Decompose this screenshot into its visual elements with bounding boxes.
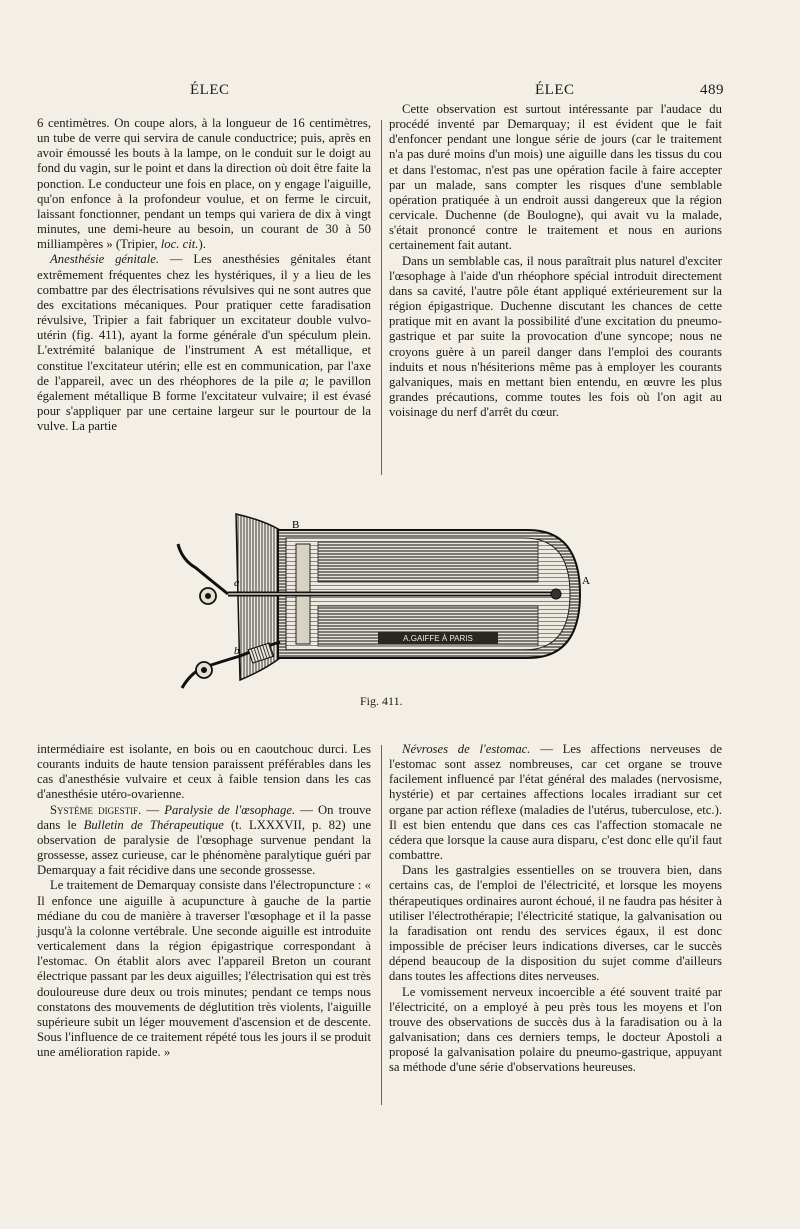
label-b-upper: B	[292, 519, 300, 531]
paragraph: Dans un semblable cas, il nous paraîtrait plus naturel d'exciter l'œsophage à l'aide d'un rhéophore spécial introduit directement dans sa cavité, l'autre pôle étant appliqué extérieurement sur la région épigastrique. Duchenne discutant les chances de cette pratique mit en avant la possibilité d'une excitation du pneumo-gastrique et par suite la provocation d'une syncope; nous ne croyons guère à un pareil danger dans l'emploi des courants induits et nous n'hésiterions même pas à employer les courants galvaniques, mais en mettant bien entendu, en œuvre les plus grandes précautions, comme toutes les fois où l'on agit au voisinage du nerf d'arrêt du cœur.	[389, 253, 722, 420]
paragraph: Système digestif. — Paralysie de l'œsophage. — On trouve dans le Bulletin de Thérapeutique (t. LXXXVII, p. 82) une observation de paralysie de l'œsophage survenue pendant la grossesse, assez curieuse, car le phénomène paralytique guéri par Demarquay a fait récidive dans une seconde grossesse.	[37, 802, 372, 878]
rheophore-wire-a	[178, 544, 228, 594]
paragraph: intermédiaire est isolante, en bois ou en caoutchouc durci. Les courants induits de haute tension paraissent préférables dans les cas d'anesthésie vulvaire et ceux à faible tension dans les cas d'anesthésie utéro-ovarienne.	[37, 742, 371, 802]
engraving-maker-text: A.GAIFFE À PARIS	[403, 634, 473, 643]
label-a-upper: A	[582, 575, 590, 587]
column-right-bottom	[389, 742, 722, 1075]
section-heading: Système digestif.	[50, 802, 142, 817]
header-left: ÉLEC	[190, 82, 230, 98]
section-title: Névroses de l'estomac.	[402, 742, 531, 756]
column-left-top	[37, 116, 371, 434]
paragraph: Le traitement de Demarquay consiste dans l'électropuncture : « Il enfonce une aiguille à acupuncture à gauche de la partie médiane du cou de manière à traverser l'œsophage et il la passe jusqu'à la colonne vertébrale. Une seconde aiguille est introduite verticalement dans la région épigastrique correspondant à l'estomac. On établit alors avec l'appareil Breton un courant électrique passant par les deux aiguilles; l'électrisation qui est très douloureuse dure deux ou trois minutes; pendant ce temps nous constatons des mouvements de déglutition très violents, l'aiguille supérieure subit un léger mouvement d'ascension et de descente. Sous l'influence de ce traitement répété tous les jours il se produit une amélioration rapide. »	[37, 878, 371, 1060]
speculum-illustration	[168, 508, 598, 696]
section-title: Paralysie de l'œsophage.	[164, 802, 296, 817]
section-title: Anesthésie génitale.	[50, 252, 160, 267]
column-right-top	[389, 102, 722, 420]
column-left-bottom	[37, 742, 371, 1060]
column-divider-top	[381, 120, 382, 475]
figure-speculum-engraving	[168, 508, 598, 696]
paragraph: Dans les gastralgies essentielles on se trouvera bien, dans certains cas, de l'emploi de l'électricité, et lorsque les moyens thérapeutiques ordinaires auront échoué, il ne faudra pas hésiter à utiliser l'électrothérapie; l'électricité statique, la galvanisation ou la faradisation ont rendu des services égaux, il est donc impossible de préciser leurs indications diverses, car le succès dépend beaucoup de la disposition du sujet comme d'ailleurs dans toutes les affections dites nerveuses.	[389, 863, 722, 984]
paragraph: Névroses de l'estomac. — Les affections nerveuses de l'estomac sont assez nombreuses, car cet organe se trouve facilement influencé par l'état général des malades (nervosisme, hystérie) et par certaines affections locales irradiant sur cet organe par action réflexe (maladies de l'utérus, tuberculose, etc.). Il est bien entendu que dans ces cas l'affection stomacale ne cédera que lorsque la cause aura disparu, c'est donc elle qu'il faut combattre.	[389, 742, 722, 863]
paragraph: Anesthésie génitale. — Les anesthésies génitales étant extrêmement fréquentes chez les hystériques, il y a lieu de les combattre par des électrisations révulsives qui ne sont autres que des excitations mécaniques. Pour pratiquer cette faradisation révulsive, Tripier a fait fabriquer un excitateur double vulvo-utérin (fig. 411), ayant la forme générale d'un spéculum plein. L'extrémité balanique de l'instrument A est métallique, et constitue l'excitateur utérin; elle est en communication, par l'axe de l'appareil, avec un des rhéophores de la pile a; le pavillon également métallique B forme l'excitateur vulvaire; il est évasé pour s'appliquer par une certaine largeur sur le pourtour de la vulve. La partie	[37, 252, 371, 434]
header-right: ÉLEC	[535, 82, 575, 98]
paragraph: 6 centimètres. On coupe alors, à la longueur de 16 centimètres, un tube de verre qui servira de canule conductrice; puis, après en avoir émoussé les bouts à la lampe, on le conduit sur le doigt au fond du vagin, sur le point et dans la direction où doit être faite la ponction. Le conducteur une fois en place, on y engage l'aiguille, qu'on enfonce à la profondeur voulue, et on ferme le circuit, laissant fonctionner, pendant un temps qui variera de dix à vingt minutes, une demi-heure au besoin, un courant de 30 à 50 milliampères » (Tripier, loc. cit.).	[37, 116, 371, 252]
label-a-lower: a	[234, 577, 240, 589]
label-b-lower: b	[234, 645, 240, 657]
page-number: 489	[700, 82, 724, 98]
paragraph: Le vomissement nerveux incoercible a été souvent traité par l'électricité, on a employé à peu près tous les moyens et l'on trouve des observations de succès dus à la faradisation ou à la galvanisation; dans ces derniers temps, le docteur Apostoli a proposé la galvanisation polaire du pneumo-gastrique, appuyant sa méthode d'une série d'observations heureuses.	[389, 984, 722, 1075]
column-divider-bottom	[381, 745, 382, 1105]
paragraph: Cette observation est surtout intéressante par l'audace du procédé inventé par Demarquay; il est évident que le fait d'enfoncer pendant une longue série de jours (car le traitement n'a pas duré moins d'un mois) une aiguille dans les tissus du cou et dans l'estomac, n'est pas une opération facile à faire accepter par un malade, sans compter les risques d'une semblable opération pratiquée à un endroit aussi dangereux que la région cervicale. Duchenne (de Boulogne), qui avait vu la malade, s'était prononcé contre le traitement et nous en aurions certainement fait autant.	[389, 102, 722, 253]
figure-caption: Fig. 411.	[360, 694, 403, 708]
